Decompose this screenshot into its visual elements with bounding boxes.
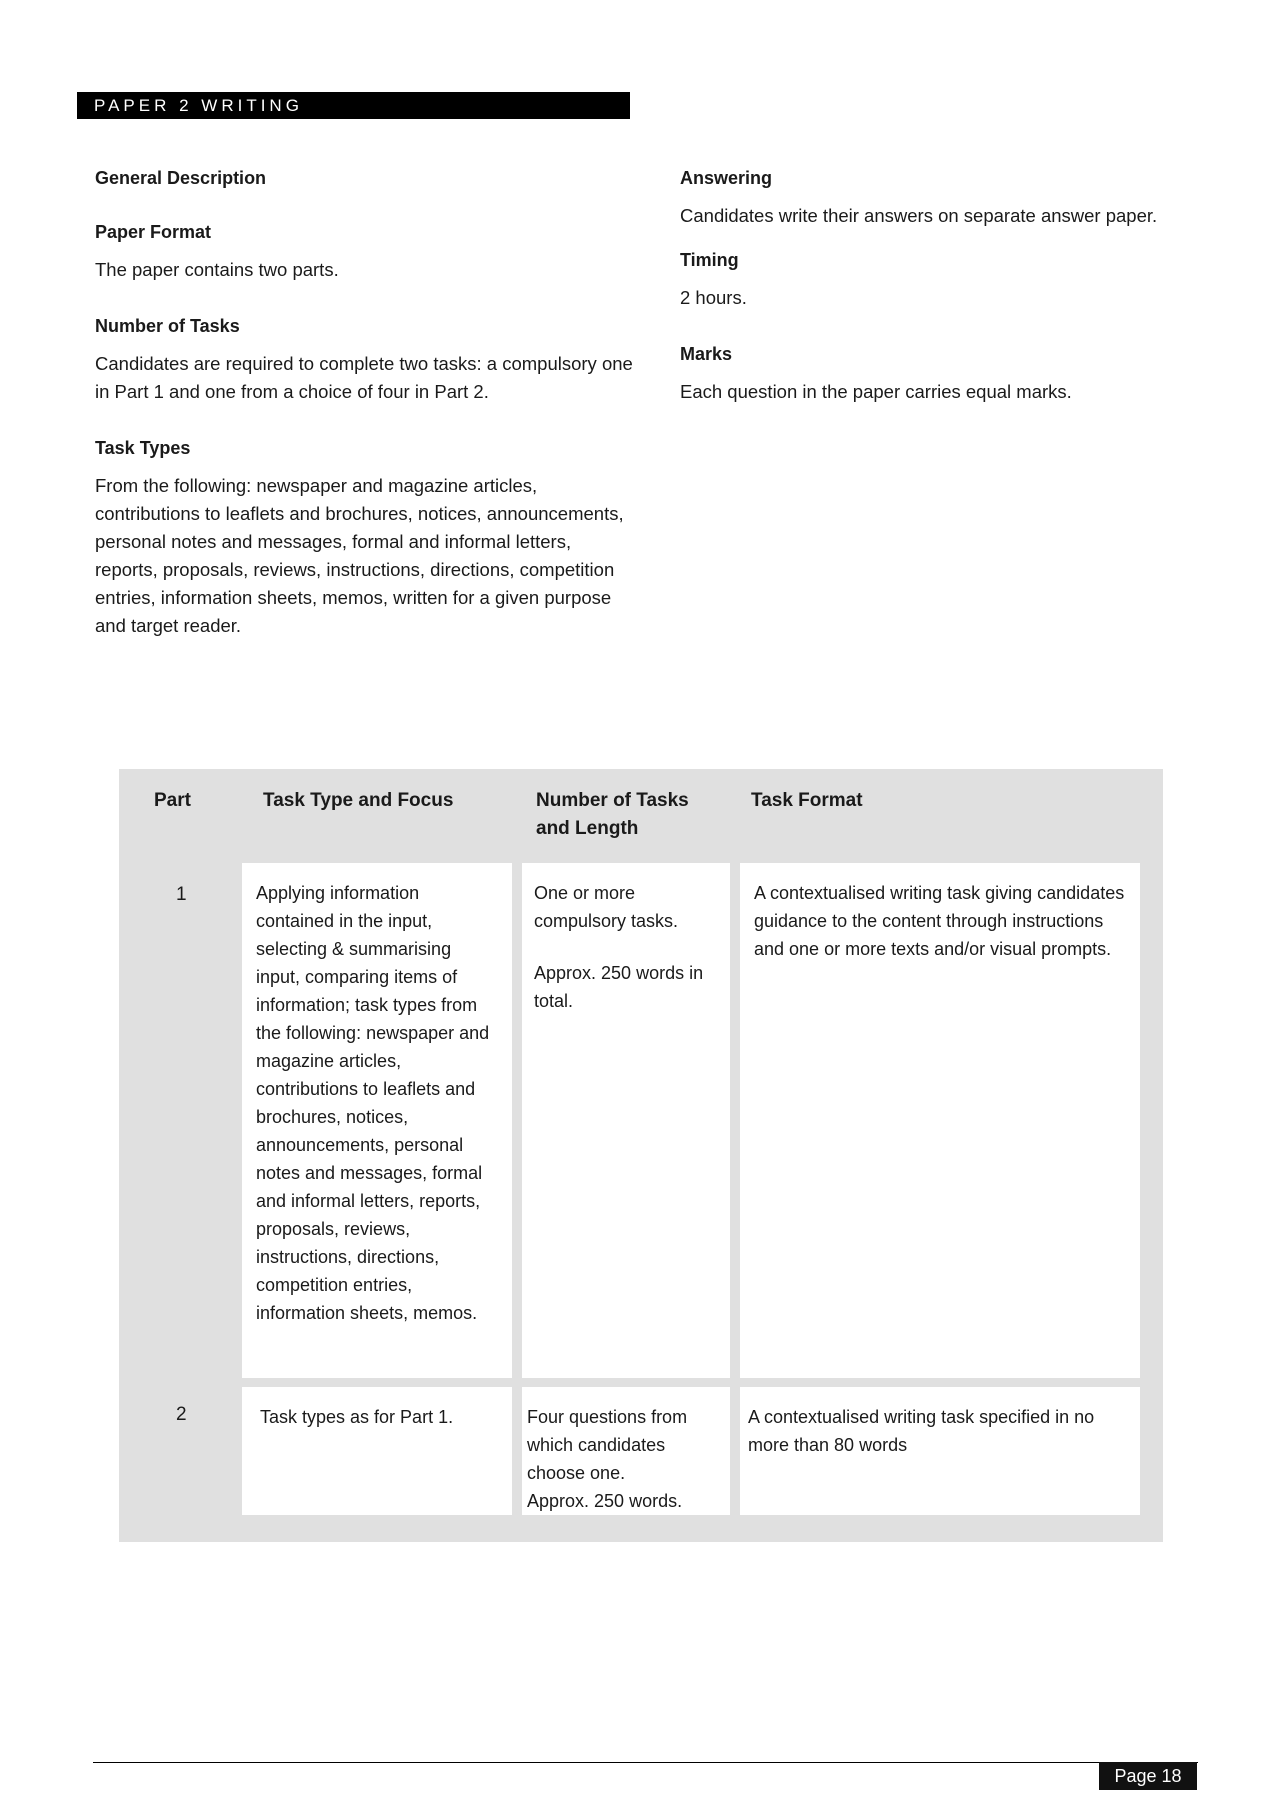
paper-format-heading: Paper Format xyxy=(95,222,212,242)
left-column xyxy=(95,166,635,640)
row-1-task-type xyxy=(242,863,512,1378)
section-banner: PAPER 2 WRITING xyxy=(77,92,630,119)
task-table xyxy=(119,769,1163,1542)
row-1-format-text: A contextualised writing task giving candidates guidance to the content through instructions and one or more texts and/or visual prompts. xyxy=(754,883,1125,959)
row-1-number-a: One or more compulsory tasks. xyxy=(534,883,679,931)
marks-text: Each question in the paper carries equal marks. xyxy=(680,381,1072,402)
timing-heading: Timing xyxy=(680,250,739,270)
row-2-number xyxy=(522,1387,730,1515)
number-of-tasks-heading: Number of Tasks xyxy=(95,316,240,336)
row-2-part: 2 xyxy=(176,1404,187,1425)
answering-text: Candidates write their answers on separate answer paper. xyxy=(680,205,1158,226)
header-part: Part xyxy=(154,790,191,811)
header-task-format: Task Format xyxy=(751,790,863,811)
row-2-format xyxy=(740,1387,1140,1515)
row-2-number-a: Four questions from which candidates choose one. xyxy=(527,1407,688,1483)
row-1-number-b: Approx. 250 words in total. xyxy=(534,963,704,1011)
right-column xyxy=(680,166,1200,406)
row-2-number-b: Approx. 250 words. xyxy=(527,1491,683,1511)
row-2-format-text: A contextualised writing task specified in no more than 80 words xyxy=(748,1407,1095,1455)
general-description-heading: General Description xyxy=(95,168,267,188)
row-1-format xyxy=(740,863,1140,1378)
number-of-tasks-text: Candidates are required to complete two tasks: a compulsory one in Part 1 and one from a choice of four in Part 2. xyxy=(95,353,633,402)
paper-format-text: The paper contains two parts. xyxy=(95,259,339,280)
answering-heading: Answering xyxy=(680,168,773,188)
row-2-task-type xyxy=(242,1387,512,1515)
row-2-task-type-text: Task types as for Part 1. xyxy=(260,1407,454,1427)
page-number-badge: Page 18 xyxy=(1099,1762,1197,1790)
header-task-type: Task Type and Focus xyxy=(263,790,454,811)
header-number-of-tasks: Number of Tasks and Length xyxy=(536,790,689,839)
footer-divider xyxy=(93,1762,1198,1763)
timing-text: 2 hours. xyxy=(680,287,747,308)
task-types-heading: Task Types xyxy=(95,438,191,458)
task-types-text: From the following: newspaper and magazine articles, contributions to leaflets and brochures, notices, announcements, personal notes and messages, formal and informal letters, reports, proposals, reviews, instructions, directions, competition entries, information sheets, memos, written for a given purpose and target reader. xyxy=(95,475,624,636)
row-1-task-type-text: Applying information contained in the input, selecting & summarising input, comparing items of information; task types from the following: newspaper and magazine articles, contributions to leaflets and brochures, notices, announcements, personal notes and messages, formal and informal letters, reports, proposals, reviews, instructions, directions, competition entries, information sheets, memos. xyxy=(256,883,490,1323)
row-1-number xyxy=(522,863,730,1378)
marks-heading: Marks xyxy=(680,344,733,364)
row-1-part: 1 xyxy=(176,884,187,905)
